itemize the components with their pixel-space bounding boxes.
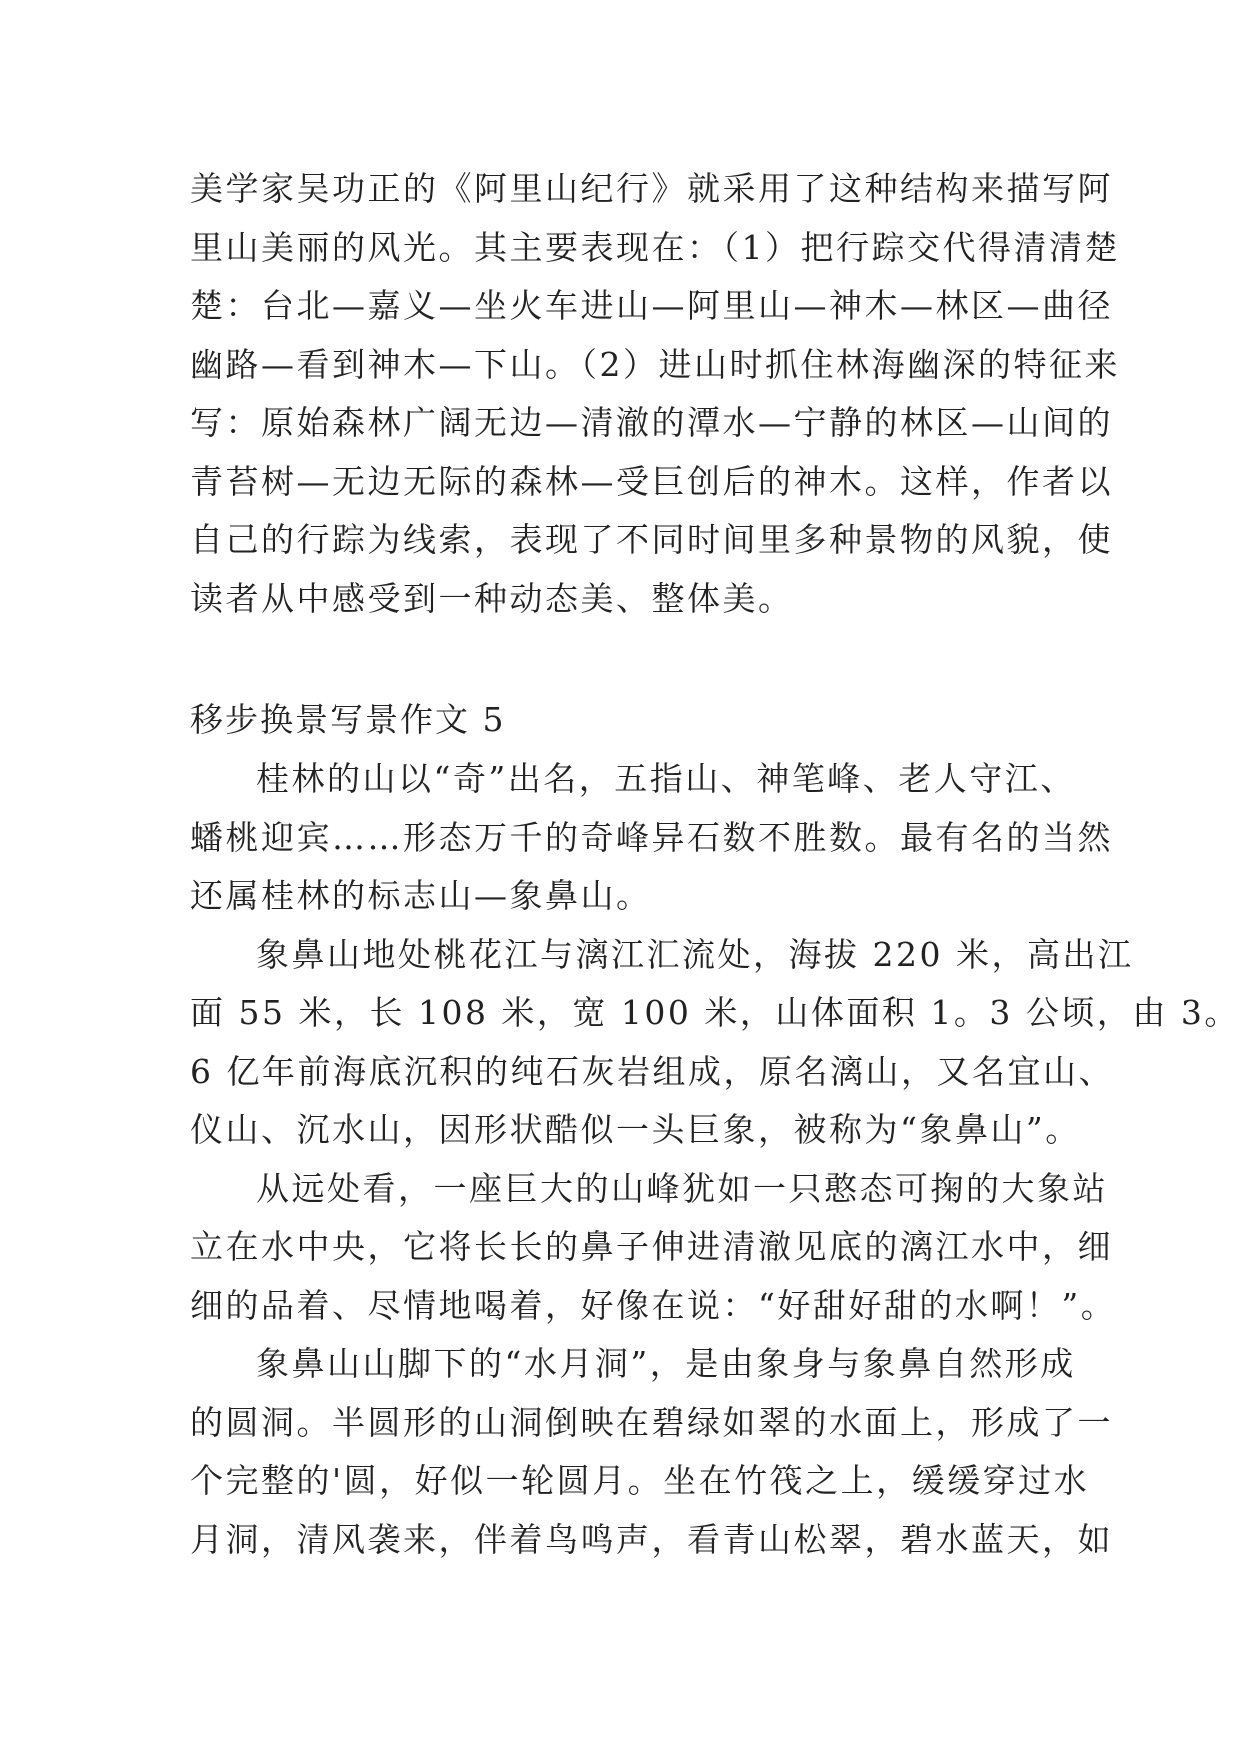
paragraph-line: 面 55 米，长 108 米，宽 100 米，山体面积 1。3 公顷，由 3。 — [190, 993, 1240, 1032]
top-paragraph — [190, 160, 1120, 628]
paragraph-line: 月洞，清风袭来，伴着鸟鸣声，看青山松翠，碧水蓝天，如 — [190, 1519, 1113, 1559]
paragraph-4 — [190, 1335, 1113, 1569]
paragraph-line: 象鼻山山脚下的“水月洞”，是由象身与象鼻自然形成 — [256, 1344, 1076, 1383]
paragraph-line: 桂林的山以“奇”出名，五指山、神笔峰、老人守江、 — [256, 759, 1076, 798]
paragraph-line: 仪山、沉水山，因形状酷似一头巨象，被称为“象鼻山”。 — [190, 1110, 1081, 1149]
paragraph-line: 还属桂林的标志山—象鼻山。 — [190, 876, 652, 915]
paragraph-line: 楚：台北—嘉义—坐火车进山—阿里山—神木—林区—曲径 — [190, 286, 1113, 325]
paragraph-line: 从远处看，一座巨大的山峰犹如一只憨态可掬的大象站 — [256, 1168, 1108, 1208]
paragraph-line: 写：原始森林广阔无边—清澈的潭水—宁静的林区—山间的 — [190, 403, 1113, 442]
paragraph-2 — [190, 926, 1240, 1160]
paragraph-line: 青苔树—无边无际的森林—受巨创后的神木。这样，作者以 — [190, 461, 1113, 501]
document-page — [190, 160, 1240, 1569]
section-title: 移步换景写景作文 5 — [190, 700, 506, 739]
paragraph-3 — [190, 1160, 1117, 1336]
paragraph-1 — [190, 750, 1113, 926]
paragraph-line: 读者从中感受到一种动态美、整体美。 — [190, 578, 794, 618]
paragraph-line: 幽路—看到神木—下山。（2）进山时抓住林海幽深的特征来 — [190, 344, 1120, 384]
section-spacer — [190, 628, 1050, 690]
paragraph-line: 自己的行踪为线索，表现了不同时间里多种景物的风貌，使 — [190, 520, 1113, 559]
paragraph-line: 蟠桃迎宾……形态万千的奇峰异石数不胜数。最有名的当然 — [190, 817, 1113, 857]
paragraph-line: 的圆洞。半圆形的山洞倒映在碧绿如翠的水面上，形成了一 — [190, 1402, 1113, 1442]
paragraph-line: 里山美丽的风光。其主要表现在：（1）把行踪交代得清清楚 — [190, 227, 1120, 267]
paragraph-line: 象鼻山地处桃花江与漓江汇流处，海拔 220 米，高出江 — [256, 934, 1134, 974]
paragraph-line: 个完整的'圆，好似一轮圆月。坐在竹筏之上，缓缓穿过水 — [190, 1461, 1090, 1500]
paragraph-line: 6 亿年前海底沉积的纯石灰岩组成，原名漓山，又名宜山、 — [190, 1051, 1114, 1091]
paragraph-line: 美学家吴功正的《阿里山纪行》就采用了这种结构来描写阿 — [190, 169, 1113, 208]
paragraph-line: 立在水中央，它将长长的鼻子伸进清澈见底的漓江水中，细 — [190, 1227, 1113, 1266]
paragraph-line: 细的品着、尽情地喝着，好像在说：“好甜好甜的水啊！”。 — [190, 1285, 1117, 1325]
